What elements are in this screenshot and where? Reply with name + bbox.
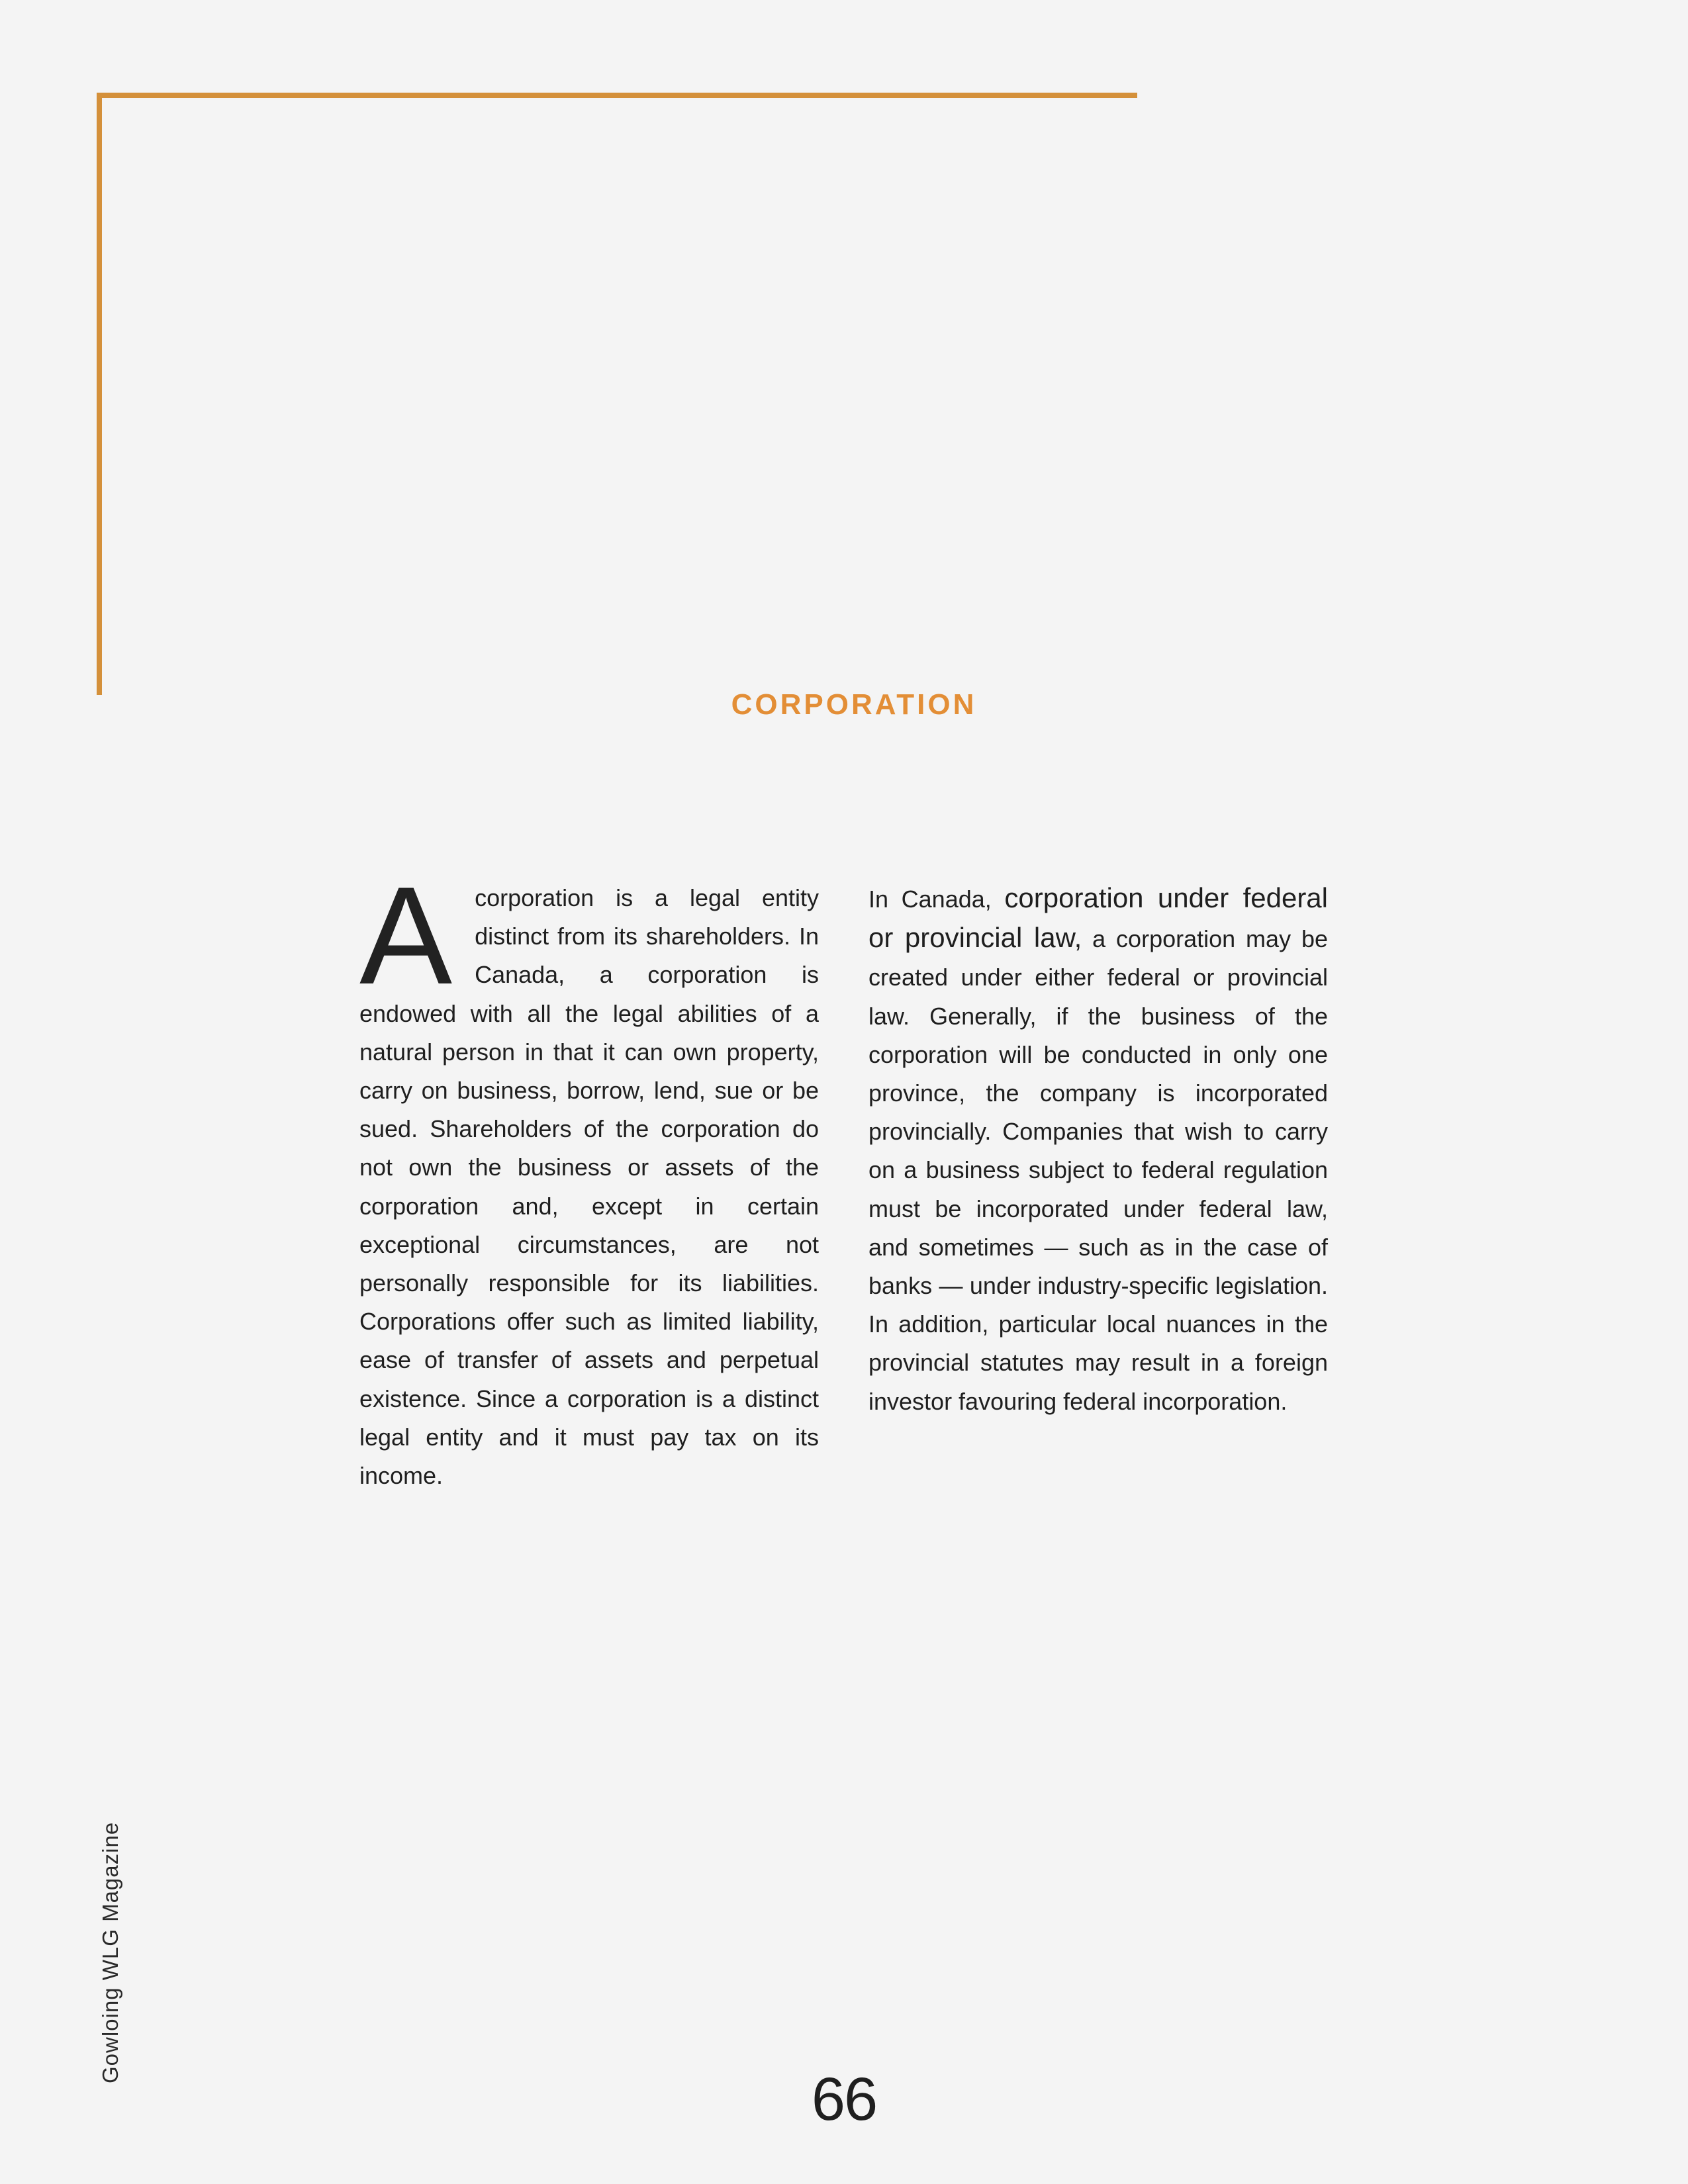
section-title: CORPORATION bbox=[731, 688, 977, 721]
decorative-frame-left-rule bbox=[97, 93, 102, 695]
drop-cap: A bbox=[359, 858, 453, 1013]
decorative-frame-top-rule bbox=[97, 93, 1137, 98]
right-column-emphasis: corporation under federal or provincial law, bbox=[868, 882, 1328, 954]
page-number: 66 bbox=[811, 2066, 877, 2133]
left-column-text: corporation is a legal entity distinct from its shareholders. In Canada, a corporation is endowed with all the legal abilities of a natural person in that it can own property, carry on business, borrow, lend, sue or be sued. Shareholders of the corporation do not own the business or assets of the corporation and, except in certain exceptional circumstances, are not personally responsible for its liabilities. Corporations offer such as limited liability, ease of transfer of assets and perpetual existence. Since a corporation is a distinct legal entity and it must pay tax on its income. bbox=[359, 884, 819, 1490]
magazine-name-vertical: Gowloing WLG Magazine bbox=[98, 1821, 122, 2083]
article-left-column bbox=[359, 858, 819, 1495]
right-column-intro: In Canada, bbox=[868, 886, 1005, 913]
article-right-column bbox=[868, 879, 1328, 1421]
right-column-body: a corporation may be created under either federal or provincial law. Generally, if the business of the corporation will be conducted in only one province, the company is incorporated provincially. Companies that wish to carry on a business subject to federal regulation must be incorporated under federal law, and sometimes — such as in the case of banks — under industry-specific legislation. In addition, particular local nuances in the provincial statutes may result in a foreign investor favouring federal incorporation. bbox=[868, 925, 1328, 1415]
